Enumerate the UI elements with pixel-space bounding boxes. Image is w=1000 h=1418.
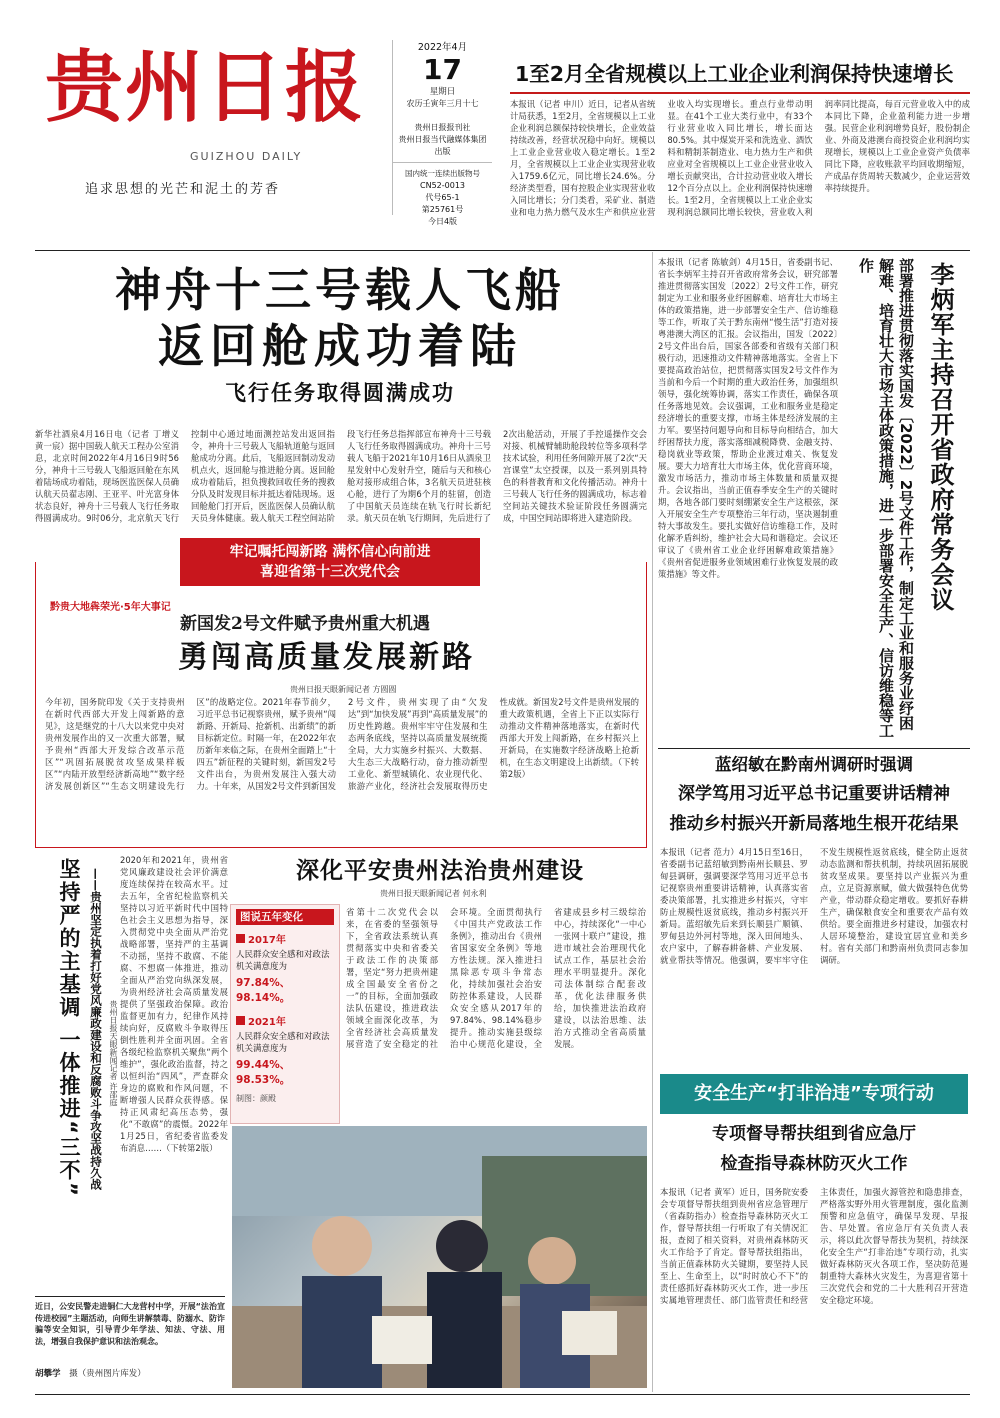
infobox-credit: 制图：颜殿: [236, 1094, 276, 1103]
divider-bottom: [35, 1394, 970, 1395]
safety-headline-line2: 检查指导森林防灭火工作: [720, 1154, 908, 1174]
issn-line: 国内统一连续出版物号: [405, 169, 480, 178]
news-photo: [232, 1126, 647, 1388]
feature-kicker: 黔贵大地犇荣光·5年大事记: [50, 602, 171, 613]
party-banner-line2: 喜迎省第十三次党代会: [260, 564, 400, 580]
feature-subtitle: 新国发2号文件赋予贵州重大机遇: [180, 614, 430, 634]
photo-caption-box: [35, 1296, 225, 1390]
lan-headline-line2: 推动乡村振兴开新局落地生根开花结果: [669, 814, 959, 834]
safety-body: 本报讯（记者 黄军）近日，国务院安委会专项督导帮扶组到贵州省应急管理厅（省森防指办）检查指导森林防灭火工作，督导帮扶组一行听取了有关情况汇报，查阅了相关资料，对贵州森林防灭火工作给予了肯定。督导帮扶组指出，当前正值森林防火关键期，要坚持人民至上、生命至上，以“时时放心不下”的责任感抓好森林防灭火工作，进一步压实属地管理责任、部门监管责任和经营主体责任，加强火源管控和隐患排查，严格落实野外用火管理制度，强化监测预警和应急值守，确保早发现、早报告、早处置。省应急厅有关负责人表示，将以此次督导帮扶为契机，持续深化安全生产“打非治违”专项行动，扎实做好森林防灭火各项工作，坚决防范遏制重特大森林火灾发生，为喜迎省第十三次党代会和党的二十大胜利召开营造安全稳定环境。: [660, 1187, 968, 1305]
shenzhou-subhead: 飞行任务取得圆满成功: [225, 380, 455, 405]
photo-illustration: [232, 1126, 647, 1388]
shenzhou-body: 新华社酒泉4月16日电（记者 丁增义 黄一宸）据中国载人航天工程办公室消息，北京时间2022年4月16日9时56分，神舟十三号载人飞船返回舱在东风着陆场成功着陆，现场医监医保人员确认航天员翟志刚、王亚平、叶光富身体状态良好，神舟十三号载人飞行任务取得圆满成功。9时06分，北京航天飞行控制中心通过地面测控站发出返回指令，神舟十三号载人飞船轨道舱与返回舱成功分离。此后，飞船返回制动发动机点火，返回舱与推进舱分离。返回舱成功着陆后，担负搜救回收任务的搜救分队及时发现目标并抵达着陆现场。返回舱舱门打开后，医监医保人员确认航天员身体健康。载人航天工程空间站阶段飞行任务总指挥部宣布神舟十三号载人飞行任务取得圆满成功。神舟十三号载人飞船于2021年10月16日从酒泉卫星发射中心发射升空，随后与天和核心舱对接形成组合体，3名航天员进驻核心舱，进行了为期6个月的驻留，创造了中国航天员连续在轨飞行时长新纪录。航天员在轨飞行期间，先后进行了2次出舱活动，开展了手控遥操作交会对接、机械臂辅助舱段转位等多项科学技术试验，利用任务间隙开展了2次“天宫课堂”太空授课，以及一系列别具特色的科普教育和文化传播活动。神舟十三号载人飞行任务的圆满成功，标志着空间站关键技术验证阶段任务圆满完成，中国空间站即将进入建造阶段。: [35, 429, 647, 523]
publisher-line1: 贵州日报报刊社: [414, 123, 471, 132]
cadre-byline: 贵州日报天眼新闻记者 许邵庭: [109, 1000, 118, 1107]
postal-code: 代号65-1: [425, 193, 460, 202]
li-headline: 李炳军主持召开省政府常务会议: [926, 262, 954, 612]
photo-caption: 近日，公安民警走进铜仁大龙营村中学，开展“法治宣传进校园”主题活动，向师生讲解禁毒、防溺水、防诈骗等安全知识，引导青少年学法、知法、守法、用法，增强自我保护意识和法治观念。: [35, 1302, 225, 1346]
photo-credit-label: 摄（贵州图片库发）: [69, 1369, 146, 1379]
infobox-desc2: 人民群众安全感和对政法机关满意度为: [236, 1032, 330, 1054]
safety-banner: 安全生产“打非治违”专项行动: [660, 1074, 968, 1114]
publisher-line2: 贵州日报当代融媒体集团: [398, 135, 487, 144]
masthead-title: 贵州日报: [45, 42, 366, 133]
checkbox-icon: [236, 1016, 245, 1025]
divider-right-column: [652, 252, 653, 1392]
law-headline: 深化平安贵州法治贵州建设: [296, 858, 584, 884]
safety-headline-line1: 专项督导帮扶组到省应急厅: [712, 1124, 916, 1144]
law-body: 省第十二次党代会以来，在省委的坚强领导下，全省政法系统认真贯彻落实中央和省委关于政法工作的决策部署，坚定“努力把贵州建成全国最安全省份之一”的目标，全面加强政法队伍建设，推进政法领域全面深化改革，为全省经济社会高质量发展营造了安全稳定的社会环境。全面贯彻执行《中国共产党政法工作条例》，推动出台《贵州省国家安全条例》等地方性法规。深入推进扫黑除恶专项斗争常态化，持续加强社会治安防控体系建设，人民群众安全感从2017年的97.84%、98.14%稳步提升。推动实施县级综治中心规范化建设，全省建成县乡村三级综治中心，持续深化“一中心一张网十联户”建设，推进市域社会治理现代化试点工作，基层社会治理水平明显提升。深化司法体制综合配套改革，优化法律服务供给，加快推进法治政府建设，以法治思维、法治方式推动全省高质量发展。: [346, 907, 646, 1049]
feature-byline: 贵州日报天眼新闻记者 方圆圆: [290, 685, 397, 694]
feature-body: 今年初，国务院印发《关于支持贵州在新时代西部大开发上闯新路的意见》，这是继党的十八大以来党中央对贵州发展作出的又一次重大部署，赋予贵州“西部大开发综合改革示范区”“巩固拓展脱贫攻坚成果样板区”“内陆开放型经济新高地”“数字经济发展创新区”“生态文明建设先行区”的战略定位。2021年春节前夕，习近平总书记视察贵州，赋予贵州“闯新路、开新局、抢新机、出新绩”的新目标新定位。时隔一年，在2022年农历新年来临之际，在贵州全面踏上“十四五”新征程的关键时刻，新国发2号文件出台，为贵州发展注入强大动力。十年来，从国发2号文件到新国发2号文件，贵州实现了由“欠发达”到“加快发展”再到“高质量发展”的历史性跨越。贵州牢牢守住发展和生态两条底线，坚持以高质量发展统揽全局，大力实施乡村振兴、大数据、大生态三大战略行动，奋力推动新型工业化、新型城镇化、农业现代化、旅游产业化，经济社会发展取得历史性成就。新国发2号文件是贵州发展的重大政策机遇，全省上下正以实际行动推动文件精神落地落实，在新时代西部大开发上闯新路，在乡村振兴上开新局，在实施数字经济战略上抢新机，在生态文明建设上出新绩。（下转第2版）: [45, 697, 639, 791]
infobox-year1: 2017年: [248, 935, 286, 946]
issue-number: 第25761号: [421, 205, 464, 214]
masthead-slogan: 追求思想的光芒和泥土的芳香: [85, 182, 281, 197]
date-year-month: 2022年4月: [417, 42, 468, 53]
li-body: 本报讯（记者 陈敏剑）4月15日，省委副书记、省长李炳军主持召开省政府常务会议，研究部署推进贯彻落实国发〔2022〕2号文件工作，研究制定为工业和服务业纾困解难、培育壮大市场主体的政策措施，进一步部署安全生产、信访维稳等工作，听取了关于黔东南州“慢生活”打造对接粤港澳大湾区的汇报。会议指出，国发〔2022〕2号文件出台后，国家各部委和省级有关部门积极行动，迅速推动文件精神落地落实。全省上下要提高政治站位，把贯彻落实国发2号文件作为当前和今后一个时期的重大政治任务，加强组织领导，强化统筹协调，落实工作责任，确保各项任务落地见效。会议强调，工业和服务业是稳定经济增长的重要支撑，市场主体是经济发展的主力军。要坚持问题导向和目标导向相结合，加大纾困帮扶力度，落实落细减税降费、金融支持、稳岗就业等政策，帮助企业渡过难关、恢复发展。要大力培育壮大市场主体，优化营商环境，激发市场活力，推动市场主体数量和质量双提升。会议指出，当前正值春季安全生产的关键时期，各地各部门要时刻绷紧安全生产这根弦，深入开展安全生产专项整治三年行动，坚决遏制重特大事故发生。要扎实做好信访维稳工作，及时化解矛盾纠纷，维护社会大局和谐稳定。会议还审议了《贵州省工业企业纾困解难政策措施》《贵州省促进服务业领域困难行业恢复发展的政策措施》等文件。: [658, 257, 838, 579]
law-byline: 贵州日报天眼新闻记者 何永利: [380, 889, 487, 898]
masthead: [45, 38, 385, 208]
cadre-headline: 坚持严的主基调 一体推进“三不”: [57, 858, 81, 1198]
date-weekday: 星期日: [429, 87, 456, 97]
infobox-year2: 2021年: [248, 1017, 286, 1028]
photo-credit-name: 胡攀学: [35, 1369, 61, 1379]
infobox-title: 图说五年变化: [236, 909, 334, 925]
shenzhou-headline-line1: 神舟十三号载人飞船: [115, 263, 565, 317]
lan-headline-line1: 深学笃用习近平总书记重要讲话精神: [678, 784, 950, 804]
li-subhead: 部署推进贯彻落实国发〔2022〕2号文件工作，制定工业和服务业纾困解难、培育壮大市场主体政策措施，进一步部署安全生产、信访维稳等工作: [857, 258, 915, 738]
lan-body: 本报讯（记者 范力）4月15日至16日，省委副书记蓝绍敏到黔南州长顺县、罗甸县调研，强调要深学笃用习近平总书记视察贵州重要讲话精神，认真落实省委决策部署，扎实推进乡村振兴，守牢防止规模性返贫底线，推动乡村振兴开新局。蓝绍敏先后来到长顺县广顺镇、罗甸县边外河村等地，深入田间地头、农户家中，了解春耕备耕、产业发展、就业帮扶等情况。他强调，要牢牢守住不发生规模性返贫底线，健全防止返贫动态监测和帮扶机制，持续巩固拓展脱贫攻坚成果。要坚持以产业振兴为重点，立足资源禀赋，做大做强特色优势产业，带动群众稳定增收。要抓好春耕生产，确保粮食安全和重要农产品有效供给。要全面推进乡村建设，加强农村人居环境整治，建设宜居宜业和美乡村。省有关部门和黔南州负责同志参加调研。: [660, 847, 968, 965]
infobox-value1: 97.84%、98.14%。: [236, 977, 291, 1004]
shenzhou-headline: [35, 262, 645, 410]
cadre-subtitle: ——贵州坚定执着打好党风廉政建设和反腐败斗争攻坚战持久战: [89, 868, 103, 1190]
cn-code: CN52-0013: [420, 181, 465, 190]
shenzhou-headline-line2: 返回舱成功着陆: [158, 319, 522, 373]
top-story-underline: [510, 92, 970, 94]
top-story-body: 本报讯（记者 申川）近日，记者从省统计局获悉，1至2月，全省规模以上工业企业利润总额保持较快增长，企业效益持续改善，经营状况稳中向好。规模以上工业企业营业收入稳定增长。1至2月，全省规模以上工业企业实现营业收入1759.6亿元，同比增长24.6%。分经济类型看，国有控股企业实现营业收入同比增长；分门类看，采矿业、制造业和电力热力燃气及水生产和供应业营业收入均实现增长。重点行业带动明显。在41个工业大类行业中，有33个行业营业收入同比增长，增长面达80.5%。其中煤炭开采和洗选业、酒饮料和精制茶制造业、电力热力生产和供应业对全省规模以上工业企业营业收入增长贡献突出，合计拉动营业收入增长12个百分点以上。企业利润保持快速增长。1至2月，全省规模以上工业企业实现利润总额同比增长较快，营业收入利润率同比提高，每百元营业收入中的成本同比下降，企业盈利能力进一步增强。民营企业利润增势良好，股份制企业、外商及港澳台商投资企业利润均实现增长，规模以上工业企业资产负债率同比下降，应收账款平均回收期缩短，产成品存货周转天数减少，企业运营效率持续提升。: [510, 99, 970, 217]
masthead-english: GUIZHOU DAILY: [190, 150, 303, 163]
divider-top: [35, 250, 970, 251]
party-banner-line1: 牢记嘱托闯新路 满怀信心向前进: [229, 544, 431, 560]
date-lunar: 农历壬寅年三月十七: [406, 99, 479, 108]
infobox: [230, 904, 340, 1124]
divider-lan: [658, 748, 970, 749]
top-story-headline: 1至2月全省规模以上工业企业利润保持快速增长: [515, 62, 954, 86]
date-day: 17: [423, 53, 462, 86]
feature-headline: 勇闯高质量发展新路: [178, 640, 475, 675]
publisher-line3: 出版: [434, 147, 451, 156]
page-count: 今日4版: [427, 217, 458, 226]
infobox-desc1: 人民群众安全感和对政法机关满意度为: [236, 950, 330, 972]
lan-kicker: 蓝绍敏在黔南州调研时强调: [715, 755, 913, 774]
date-info: [392, 40, 492, 226]
checkbox-icon: [236, 934, 245, 943]
infobox-value2: 99.44%、98.53%。: [236, 1059, 291, 1086]
cadre-body: 2020年和2021年，贵州省党风廉政建设社会评价满意度连续保持在较高水平。过去五年，全省纪检监察机关坚持以习近平新时代中国特色社会主义思想为指导，深入贯彻党中央全面从严治党战略部署，坚持严的主基调不动摇，坚持不敢腐、不能腐、不想腐一体推进，推动全面从严治党向纵深发展，为贵州经济社会高质量发展提供了坚强政治保障。政治监督更加有力，纪律作风持续向好，反腐败斗争取得压倒性胜利并全面巩固。全省各级纪检监察机关聚焦“两个维护”，强化政治监督，持之以恒纠治“四风”，严查群众身边的腐败和作风问题，不断增强人民群众获得感。保持正风肃纪高压态势，强化“不敢腐”的震慑。2022年1月25日，省纪委省监委发布消息……（下转第2版）: [120, 855, 228, 1153]
